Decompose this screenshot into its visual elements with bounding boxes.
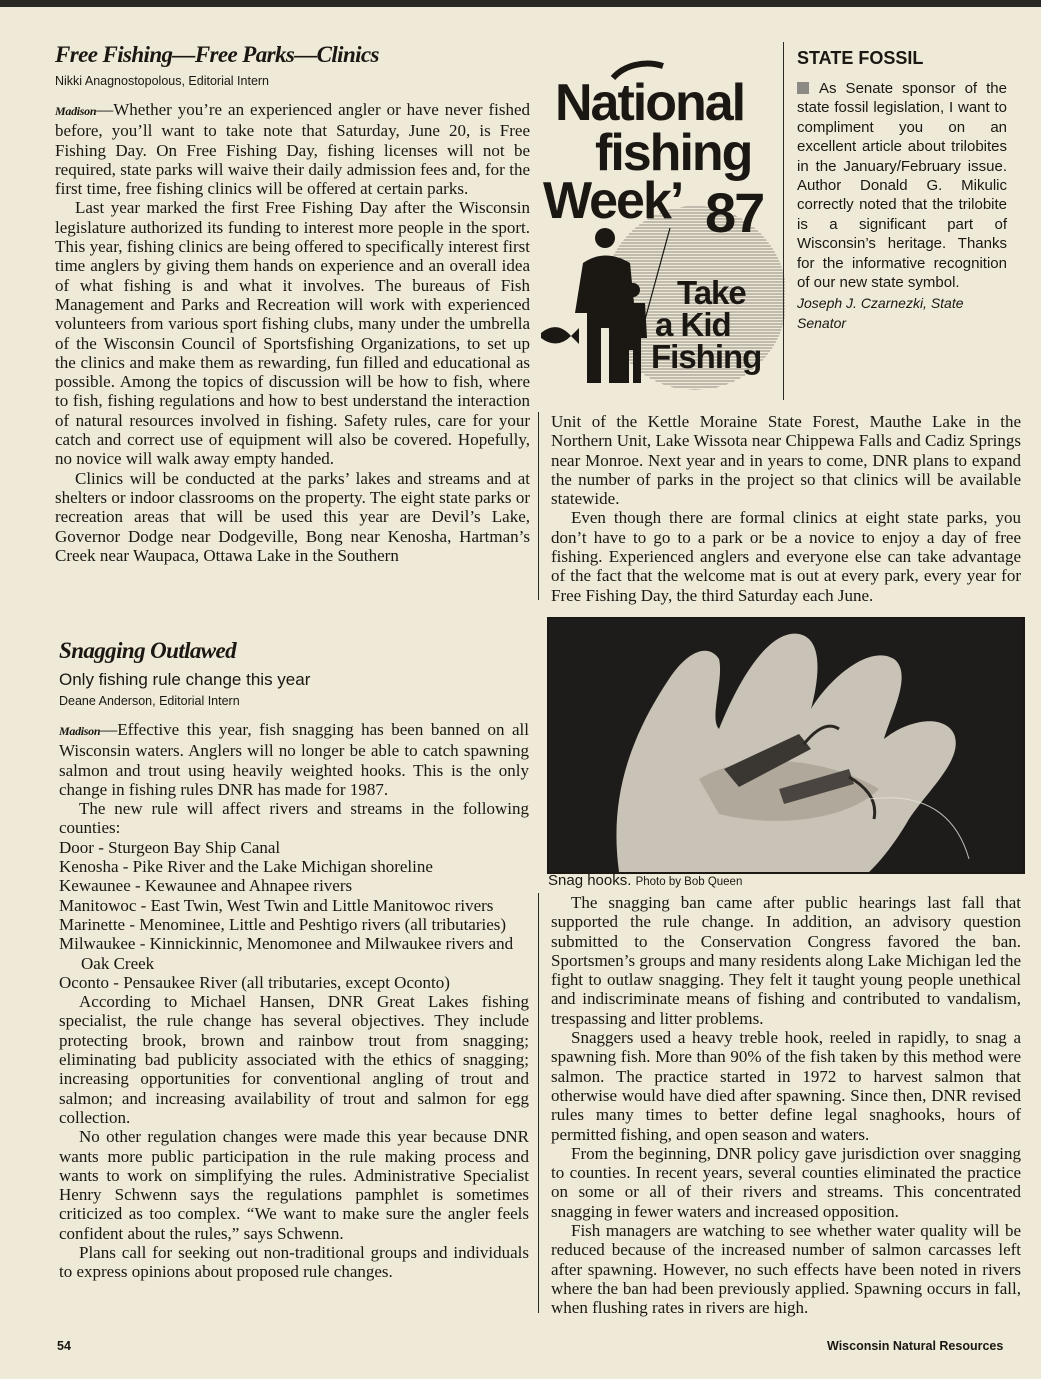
square-bullet-icon (797, 82, 809, 94)
dateline: Madison (55, 104, 97, 118)
article-paragraph: Plans call for seeking out non-traditional groups and individuals to express opinions about proposed rule changes. (59, 1243, 529, 1282)
logo-a-kid: a Kid (655, 306, 731, 343)
list-item: Door - Sturgeon Bay Ship Canal (59, 837, 281, 857)
sidebar-signature: Joseph J. Czarnezki, State Senator (797, 295, 964, 331)
dateline: Madison (59, 724, 101, 738)
sidebar-letter: As Senate sponsor of the state fossil legislation, I want to compliment you on an excellent article about trilobites in the January/February issue. Author Donald G. Mikulic correctly noted that the trilobite is a significant part of Wisconsin’s heritage. Thanks for the informative recognition of our new state symbol. (797, 80, 1007, 292)
column-rule (538, 893, 539, 1313)
article-byline: Nikki Anagnostopolous, Editorial Intern (55, 74, 270, 88)
fish-icon (541, 327, 579, 344)
list-item: Marinette - Menominee, Little and Peshtigo rivers (all tributaries) (59, 914, 507, 934)
sidebar-rule (783, 42, 784, 400)
article-paragraph: No other regulation changes were made this year because DNR wants more public participation in the rule making process and wants to work on simplifying the rules. Administrative Specialist Henry Schwenn says the regulations pamphlet is sometimes criticized as too complex. “We want to make sure the angler feels confident about the rules,” says Schwenn. (59, 1127, 529, 1243)
caption-text: Snag hooks. (548, 872, 632, 889)
list-item: Milwaukee - Kinnickinnic, Menomonee and Milwaukee rivers and Oak Creek (59, 934, 514, 973)
article-paragraph: Madison—Whether you’re an experienced angler or have never fished before, you’ll want to take note that Saturday, June 20, is Free Fishing Day. On Free Fishing Day, fishing licenses will not be required, state parks will waive their daily admission fees and, for the first time, free fishing clinics will be offered at certain parks. (55, 100, 530, 199)
child-head-icon (626, 283, 640, 297)
logo-year: 87 (705, 181, 764, 244)
article-paragraph: The new rule will affect rivers and streams in the following counties: (59, 799, 529, 838)
page-number: 54 (57, 1339, 71, 1353)
top-edge-bar (0, 0, 1041, 7)
article-paragraph: The snagging ban came after public hearings last fall that supported the rule change. In addition, an advisory question submitted to the Conservation Congress favored the ban. Sportsmen’s groups and many residents along Lake Michigan led the fight to outlaw snagging. They felt it taught young people unethical and indiscriminate means of fishing and contributed to vandalism, trespassing and litter problems. (551, 893, 1021, 1028)
article-paragraph: From the beginning, DNR policy gave jurisdiction over snagging to counties. In recent years, several counties eliminated the practice on some or all of their rivers and streams. This concentrated snagging in fewer waters and increased opposition. (551, 1143, 1021, 1221)
article-byline: Deane Anderson, Editorial Intern (59, 694, 240, 708)
article-paragraph: Last year marked the first Free Fishing Day after the Wisconsin legislature authorized its funding to interest more people in the sport. This year, fishing clinics are being offered to specifically interest first time anglers by giving them hands on experience and an overall idea of what fishing is and what it involves. The bureaus of Fish Management and Parks and Recreation will work with experienced volunteers from various sport fishing clubs, many under the umbrella of the Wisconsin Council of Sportsfishing Organizations, to set up the clinics and make them as rewarding, fun filled and educational as possible. Among the topics of discussion will be how to fish, where to fish, fishing regulations and how to best understand the interaction of natural resources involved in fishing. Safety rules, care for your catch and correct use of equipment will also be covered. Hopefully, no novice will walk away empty handed. (55, 198, 530, 469)
article-snagging-outlawed (59, 638, 529, 1282)
national-fishing-week-logo (535, 38, 785, 408)
article-paragraph: Madison—Effective this year, fish snagging has been banned on all Wisconsin waters. Anglers will no longer be able to catch spawning salmon and trout using heavily weighted hooks. This is the only change in fishing rules DNR has made for 1987. (59, 720, 529, 799)
article-free-fishing (55, 42, 530, 565)
adult-head-icon (595, 228, 615, 248)
article-paragraph: Even though there are formal clinics at eight state parks, you don’t have to go to a park or be a novice to enjoy a day of free fishing. Experienced anglers and everyone else can take advantage of the fact that the welcome mat is out at every park, every year for Free Fishing Day, the third Saturday each June. (551, 508, 1021, 605)
article-paragraph: Clinics will be conducted at the parks’ lakes and streams and at shelters or indoor classrooms on the property. The eight state parks or recreation areas that will be used this year are Devil’s Lake, Governor Dodge near Dodgeville, Bong near Kenosha, Hartman’s Creek near Waupaca, Ottawa Lake in the Southern (55, 468, 530, 565)
photo-credit: Photo by Bob Queen (635, 876, 743, 888)
list-item: Kewaunee - Kewaunee and Ahnapee rivers (59, 876, 353, 896)
article-paragraph: Unit of the Kettle Moraine State Forest, Mauthe Lake in the Northern Unit, Lake Wissota near Chippewa Falls and Cadiz Springs near Monroe. Next year and in years to come, DNR plans to expand the number of parks in the project so that clinics will be available statewide. (551, 412, 1021, 509)
sidebar-title: STATE FOSSIL (797, 48, 924, 68)
photo-graphic (549, 619, 1023, 872)
article-title: Snagging Outlawed (59, 638, 237, 663)
logo-word-national: National (555, 74, 745, 132)
logo-fishing: Fishing (651, 338, 762, 375)
logo-word-fishing: fishing (595, 124, 752, 182)
list-item: Oconto - Pensaukee River (all tributaries, except Oconto) (59, 972, 450, 992)
article-free-fishing-continued (551, 412, 1021, 605)
logo-graphic (535, 38, 785, 408)
snag-hooks-photo (547, 617, 1025, 874)
article-subtitle: Only fishing rule change this year (59, 670, 311, 689)
publication-name: Wisconsin Natural Resources (827, 1339, 1004, 1353)
logo-take: Take (677, 274, 746, 311)
sidebar-state-fossil (797, 48, 1007, 333)
list-item: Kenosha - Pike River and the Lake Michigan shoreline (59, 857, 433, 877)
article-snagging-continued (551, 893, 1021, 1318)
article-paragraph: According to Michael Hansen, DNR Great Lakes fishing specialist, the rule change has several objectives. They include protecting brook, brown and rainbow trout from snagging; eliminating bad publicity associated with the ethics of snagging; increasing opportunities for conventional angling of trout and salmon; and increasing availability of trout and salmon for egg collection. (59, 992, 529, 1127)
logo-word-week: Week’ (543, 172, 683, 230)
article-title: Free Fishing—Free Parks—Clinics (55, 42, 379, 67)
column-rule (538, 412, 539, 600)
article-paragraph: Fish managers are watching to see whether water quality will be reduced because of the increased number of salmon carcasses left after spawning. However, no such effects have been noted in rivers where the ban had been previously applied. Spawning occurs in fall, when flushing rates in rivers are high. (551, 1221, 1021, 1318)
photo-caption (548, 872, 742, 889)
county-list (59, 838, 529, 992)
list-item: Manitowoc - East Twin, West Twin and Little Manitowoc rivers (59, 895, 494, 915)
article-paragraph: Snaggers used a heavy treble hook, reeled in rapidly, to snag a spawning fish. More than 90% of the fish taken by this method were salmon. The practice started in 1972 to harvest salmon that otherwise would have died after spawning. Since then, DNR revised rules many times to better define legal snaghooks, hours of permitted fishing, and open season and waters. (551, 1028, 1021, 1144)
